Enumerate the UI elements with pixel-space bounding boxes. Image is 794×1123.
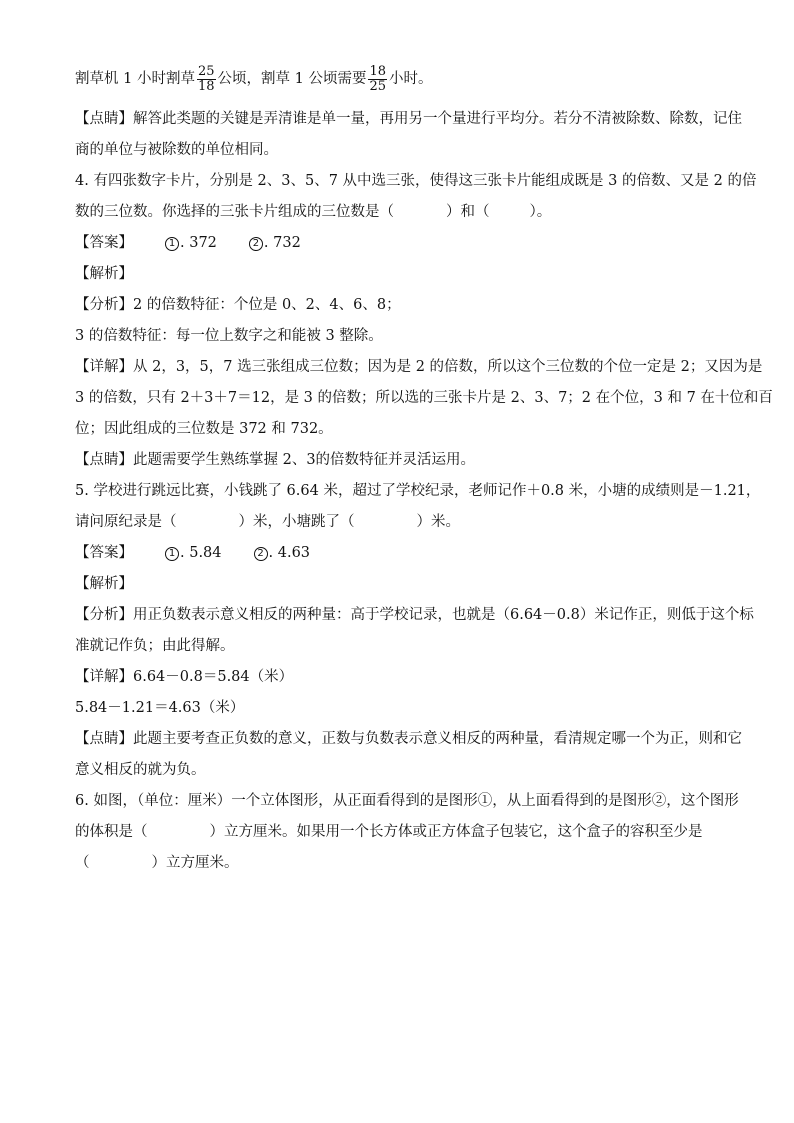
text: 公顷，割草 1 公顷需要 xyxy=(217,71,367,87)
answer-label: 【答案】 xyxy=(75,235,133,251)
q3-review-line-2: 商的单位与被除数的单位相同。 xyxy=(75,142,278,158)
numerator: 18 xyxy=(369,63,386,79)
answer-2: . 4.63 xyxy=(268,545,311,561)
text: 数的三位数。你选择的三张卡片组成的三位数是（ xyxy=(75,204,394,220)
text: 小时。 xyxy=(389,71,433,87)
q4-detail-line-2: 3 的倍数，只有 2＋3＋7＝12，是 3 的倍数；所以选的三张卡片是 2、3、7；2 在个位，3 和 7 在十位和百 xyxy=(75,390,773,406)
answer-2: . 732 xyxy=(263,235,301,251)
q4-review-line: 【点睛】此题需要学生熟练掌握 2、3的倍数特征并灵活运用。 xyxy=(75,452,476,468)
q6-question-line-3 xyxy=(75,852,239,874)
q4-fenxi-line-1: 【分析】2 的倍数特征：个位是 0、2、4、6、8； xyxy=(75,297,401,313)
q5-question-line-2 xyxy=(75,511,460,533)
circled-number-2: 2 xyxy=(249,237,263,251)
numerator: 25 xyxy=(197,63,215,79)
fraction-18-25 xyxy=(368,65,387,94)
q4-answer-line xyxy=(75,232,301,254)
q5-fenxi-line-2: 准就记作负；由此得解。 xyxy=(75,638,235,654)
text: 割草机 1 小时割草 xyxy=(75,71,195,87)
q4-detail-line-1: 【详解】从 2，3，5，7 选三张组成三位数；因为是 2 的倍数，所以这个三位数的个位一定是 2；又因为是 xyxy=(75,359,763,375)
q5-detail-line-1: 【详解】6.64－0.8＝5.84（米） xyxy=(75,669,294,685)
q4-detail-line-3: 位；因此组成的三位数是 372 和 732。 xyxy=(75,421,333,437)
q5-fenxi-line-1: 【分析】用正负数表示意义相反的两种量：高于学校记录，也就是（6.64－0.8）米记作正，则低于这个标 xyxy=(75,607,754,623)
q6-question-line-2 xyxy=(75,821,703,843)
circled-number-1: 1 xyxy=(165,237,179,251)
q5-answer-line xyxy=(75,542,310,564)
denominator: 18 xyxy=(197,78,215,94)
q3-review-line-1: 【点睛】解答此类题的关键是弄清谁是单一量，再用另一个量进行平均分。若分不清被除数、除数，记住 xyxy=(75,111,742,127)
answer-1: . 372 xyxy=(180,235,217,251)
text: ）米。 xyxy=(416,514,460,530)
answer-label: 【答案】 xyxy=(75,545,133,561)
q4-analysis-label: 【解析】 xyxy=(75,266,133,282)
q6-question-line-1: 6. 如图，（单位：厘米）一个立体图形，从正面看得到的是图形①，从上面看得到的是图形②，这个图形 xyxy=(75,793,739,809)
text: （ xyxy=(75,855,90,871)
circled-number-2: 2 xyxy=(254,547,268,561)
q4-question-line-2 xyxy=(75,201,551,223)
text: ）和（ xyxy=(446,204,490,220)
q5-analysis-label: 【解析】 xyxy=(75,576,133,592)
q5-detail-line-2: 5.84－1.21＝4.63（米） xyxy=(75,700,245,716)
q3-conclusion-line xyxy=(75,62,433,96)
q4-question-line-1: 4. 有四张数字卡片，分别是 2、3、5、7 从中选三张，使得这三张卡片能组成既是 3 的倍数、又是 2 的倍 xyxy=(75,173,757,189)
text: ）立方厘米。 xyxy=(151,855,239,871)
q5-question-line-1: 5. 学校进行跳远比赛，小钱跳了 6.64 米，超过了学校纪录，老师记作＋0.8 米，小塘的成绩则是－1.21， xyxy=(75,483,761,499)
q5-review-line-2: 意义相反的就为负。 xyxy=(75,762,206,778)
q5-review-line-1: 【点睛】此题主要考查正负数的意义，正数与负数表示意义相反的两种量，看清规定哪一个为正，则和它 xyxy=(75,731,742,747)
answer-1: . 5.84 xyxy=(180,545,222,561)
text: 的体积是（ xyxy=(75,824,148,840)
fraction-25-18 xyxy=(197,65,216,94)
text: ）立方厘米。如果用一个长方体或正方体盒子包装它，这个盒子的容积至少是 xyxy=(209,824,703,840)
circled-number-1: 1 xyxy=(165,547,179,561)
text: ）米，小塘跳了（ xyxy=(238,514,355,530)
denominator: 25 xyxy=(369,78,386,94)
text: ）。 xyxy=(529,204,552,220)
text: 请问原纪录是（ xyxy=(75,514,177,530)
q4-fenxi-line-2: 3 的倍数特征：每一位上数字之和能被 3 整除。 xyxy=(75,328,383,344)
